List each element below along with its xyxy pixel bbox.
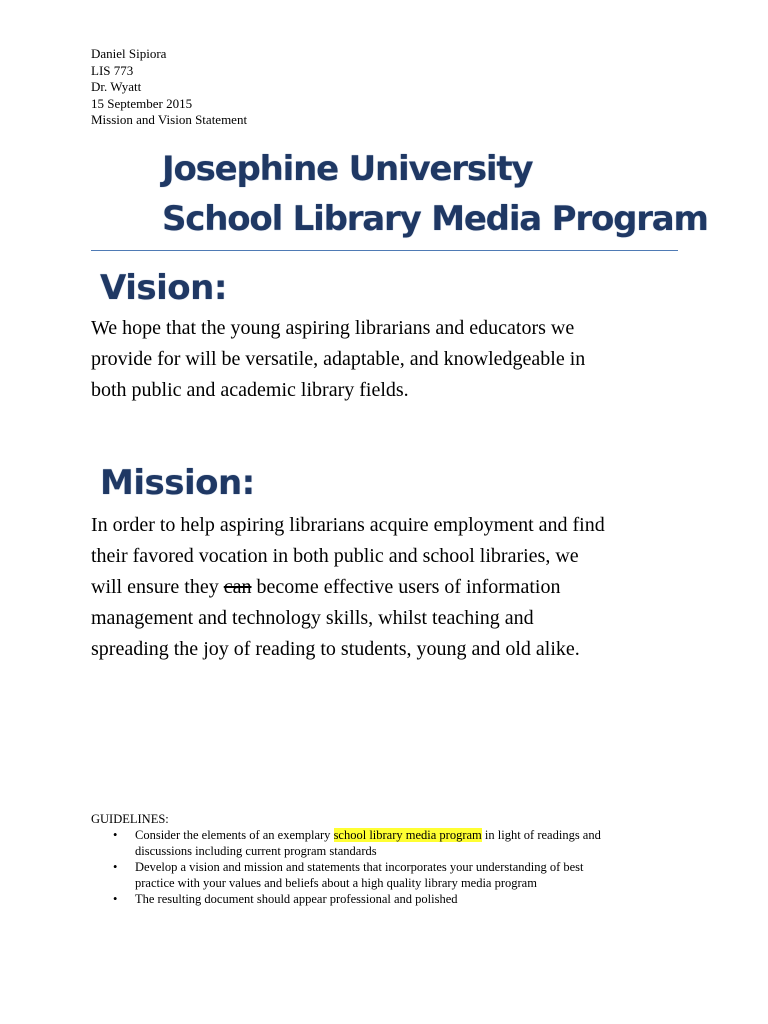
guideline-1-start: Consider the elements of an exemplary [135,828,334,842]
guideline-1-end: in light of readings and [481,828,601,842]
struck-word: can [223,576,252,598]
mission-line-3-start: will ensure they [91,576,224,598]
guideline-2-line-2: practice with your values and beliefs about a high quality library media program [135,876,537,890]
bullet-icon: • [113,860,118,874]
list-item [91,891,691,907]
list-item [91,859,691,891]
mission-line-3 [91,572,691,603]
mission-line-4: management and technology skills, whilst teaching and [91,607,534,629]
bullet-icon: • [113,892,118,906]
vision-line-3: both public and academic library fields. [91,379,409,401]
guideline-1-line-1 [135,827,691,843]
mission-line-5: spreading the joy of reading to students, young and old alike. [91,638,580,660]
title-line-1: Josephine University [162,149,533,189]
mission-line-2: their favored vocation in both public and school libraries, we [91,545,579,567]
list-item [91,827,691,859]
guidelines-section [91,811,691,907]
title-divider [91,250,678,251]
guideline-3-line-1: The resulting document should appear professional and polished [135,892,458,906]
mission-line-1: In order to help aspiring librarians acquire employment and find [91,514,605,536]
highlighted-phrase: school library media program [333,828,482,842]
mission-heading: Mission: [100,463,255,503]
mission-line-3-end: become effective users of information [251,576,561,598]
guideline-1-line-2: discussions including current program standards [135,844,377,858]
author-name: Daniel Sipiora [91,46,167,61]
document-header [91,46,247,129]
vision-heading: Vision: [100,268,227,308]
guidelines-list [91,827,691,907]
document-date: 15 September 2015 [91,95,193,111]
title-line-2: School Library Media Program [162,199,708,239]
vision-line-2: provide for will be versatile, adaptable, and knowledgeable in [91,348,586,370]
vision-statement [91,313,691,406]
guidelines-title: GUIDELINES: [91,812,169,826]
mission-statement [91,510,691,665]
document-title [162,144,708,244]
instructor-name: Dr. Wyatt [91,79,142,94]
bullet-icon: • [113,828,118,842]
assignment-title: Mission and Vision Statement [91,112,248,127]
vision-line-1: We hope that the young aspiring librarians and educators we [91,317,575,339]
guideline-2-line-1: Develop a vision and mission and statements that incorporates your understanding of best [135,860,584,874]
course-code: LIS 773 [91,62,134,78]
